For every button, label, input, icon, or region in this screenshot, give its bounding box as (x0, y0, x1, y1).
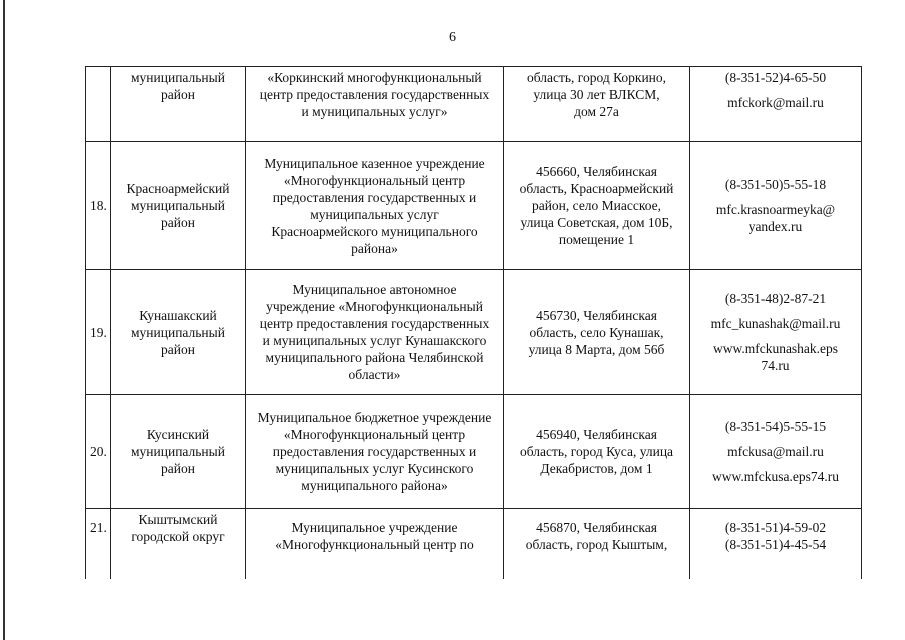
table-row (86, 270, 862, 395)
municipality-cell: Кусинский муниципальный район (111, 395, 246, 509)
page-edge-rule (3, 0, 5, 640)
website-url: www.mfckusa.eps74.ru (712, 469, 839, 484)
organization-cell: Муниципальное учреждение «Многофункциональный центр по (246, 509, 504, 579)
address-cell: 456660, Челябинская область, Красноармейский район, село Миасское, улица Советская, дом 10Б, помещение 1 (504, 142, 690, 270)
contacts-cell (690, 270, 862, 395)
phone-number: (8-351-48)2-87-21 (724, 291, 827, 306)
contacts-cell (690, 395, 862, 509)
organization-cell: Муниципальное бюджетное учреждение «Многофункциональный центр предоставления государственных и муниципальных услуг Кусинского муниципального района» (246, 395, 504, 509)
email-address: mfckork@mail.ru (727, 95, 824, 110)
table-row (86, 142, 862, 270)
address-cell: 456940, Челябинская область, город Куса, улица Декабристов, дом 1 (504, 395, 690, 509)
row-number: 21. (86, 509, 111, 579)
organization-cell: «Коркинский многофункциональный центр предоставления государственных и муниципальных услуг» (246, 67, 504, 142)
contacts-cell (690, 67, 862, 142)
municipality-cell: муниципальный район (111, 67, 246, 142)
email-address: mfckusa@mail.ru (727, 444, 824, 459)
municipality-cell: Кунашакский муниципальный район (111, 270, 246, 395)
organization-cell: Муниципальное автономное учреждение «Многофункциональный центр предоставления государственных и муниципальных услуг Кунашакского муниципального района Челябинской области» (246, 270, 504, 395)
address-cell: 456870, Челябинская область, город Кыштым, (504, 509, 690, 579)
phone-number: (8-351-52)4-65-50 (724, 70, 827, 85)
row-number (86, 67, 111, 142)
website-url-tail: 74.ru (761, 358, 790, 373)
email-address: mfc_kunashak@mail.ru (710, 316, 841, 331)
email-address: mfc.krasnoarmeyka@ (715, 202, 836, 217)
contacts-cell (690, 142, 862, 270)
address-cell: область, город Коркино, улица 30 лет ВЛКСМ, дом 27а (504, 67, 690, 142)
municipality-cell: Кыштымский городской округ (111, 509, 246, 579)
phone-number: (8-351-51)4-59-02 (724, 520, 827, 535)
table-row (86, 509, 862, 579)
table-row (86, 395, 862, 509)
table-row (86, 67, 862, 142)
phone-number: (8-351-54)5-55-15 (724, 419, 827, 434)
email-domain: yandex.ru (748, 219, 803, 234)
phone-number: (8-351-51)4-45-54 (724, 537, 827, 552)
page-number: 6 (449, 30, 456, 45)
address-cell: 456730, Челябинская область, село Кунашак, улица 8 Марта, дом 56б (504, 270, 690, 395)
row-number: 18. (86, 142, 111, 270)
organization-cell: Муниципальное казенное учреждение «Многофункциональный центр предоставления государственных и муниципальных услуг Красноармейского муниципального района» (246, 142, 504, 270)
municipality-cell: Красноармейский муниципальный район (111, 142, 246, 270)
row-number: 20. (86, 395, 111, 509)
mfc-registry-table (85, 66, 862, 579)
row-number: 19. (86, 270, 111, 395)
phone-number: (8-351-50)5-55-18 (724, 177, 827, 192)
website-url: www.mfckunashak.eps (712, 341, 839, 356)
contacts-cell (690, 509, 862, 579)
